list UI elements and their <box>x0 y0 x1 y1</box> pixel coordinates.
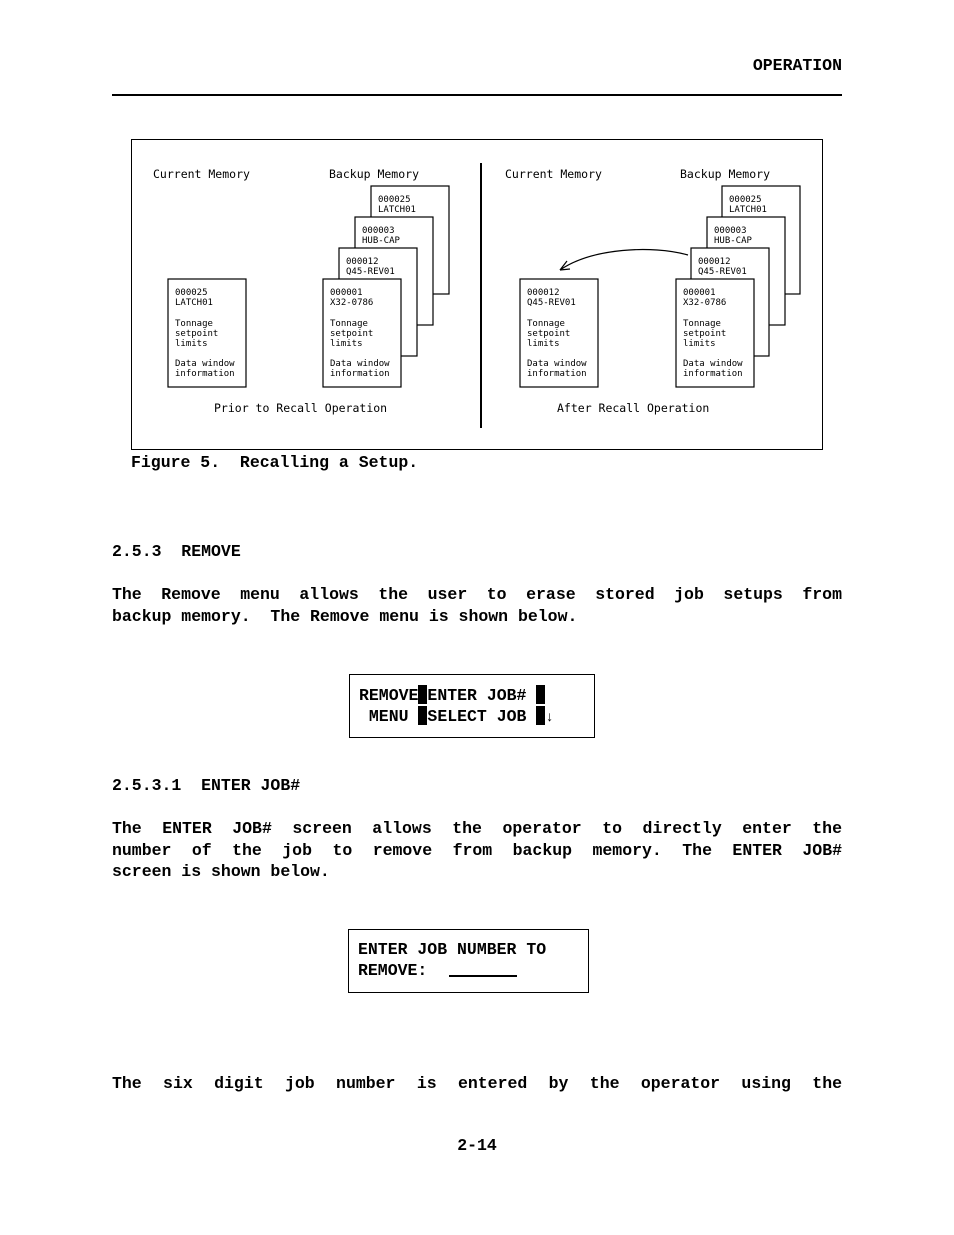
recall-arrow-icon <box>560 250 688 270</box>
svg-text:Tonnage: Tonnage <box>330 319 368 329</box>
enter-job-lcd <box>348 929 589 993</box>
after-current-card <box>520 279 598 387</box>
after-current-memory-label: Current Memory <box>505 167 602 181</box>
svg-text:000001: 000001 <box>330 288 363 298</box>
after-caption: After Recall Operation <box>557 401 710 415</box>
lcd-cursor-block <box>536 685 545 704</box>
svg-text:limits: limits <box>175 339 208 349</box>
enter-job-paragraph: The ENTER JOB# screen allows the operator to directly enter the number of the job to remove from backup memory. The ENTER JOB# screen is shown below. <box>112 819 842 881</box>
svg-text:000012: 000012 <box>698 257 731 267</box>
svg-text:Data window: Data window <box>527 359 587 369</box>
svg-text:000003: 000003 <box>362 226 395 236</box>
after-panel <box>505 167 800 415</box>
svg-text:information: information <box>527 369 587 379</box>
job-number-entry-field[interactable] <box>449 961 517 977</box>
after-backup-memory-label: Backup Memory <box>680 167 771 181</box>
svg-text:Data window: Data window <box>330 359 390 369</box>
svg-text:setpoint: setpoint <box>330 329 374 339</box>
svg-text:LATCH01: LATCH01 <box>175 298 213 308</box>
svg-text:information: information <box>330 369 390 379</box>
lcd-row-1: REMOVE ENTER JOB# <box>359 685 545 706</box>
section-heading-2-5-3: 2.5.3 REMOVE <box>112 542 241 561</box>
svg-text:LATCH01: LATCH01 <box>729 205 767 215</box>
svg-text:Q45-REV01: Q45-REV01 <box>698 267 747 277</box>
header-rule <box>112 94 842 96</box>
svg-text:000003: 000003 <box>714 226 747 236</box>
lcd-cursor-block <box>536 706 545 725</box>
prior-caption: Prior to Recall Operation <box>214 401 388 415</box>
after-backup-front-card <box>676 279 754 387</box>
svg-text:limits: limits <box>527 339 560 349</box>
lcd-row-1: ENTER JOB NUMBER TO <box>358 940 547 959</box>
lcd-row-2: MENU SELECT JOB ↓ <box>359 707 554 726</box>
svg-text:Data window: Data window <box>683 359 743 369</box>
recall-diagram <box>132 140 822 449</box>
svg-text:information: information <box>175 369 235 379</box>
svg-text:information: information <box>683 369 743 379</box>
svg-text:Tonnage: Tonnage <box>175 319 213 329</box>
svg-text:000025: 000025 <box>378 195 411 205</box>
job-number-paragraph: The six digit job number is entered by the operator using the <box>112 1074 842 1093</box>
remove-menu-paragraph: The Remove menu allows the user to erase stored job setups from backup memory. The Remove menu is shown below. <box>112 585 842 626</box>
figure-5-frame <box>131 139 823 450</box>
down-arrow-icon: ↓ <box>545 710 554 726</box>
page-number: 2-14 <box>457 1136 497 1155</box>
running-header: OPERATION <box>752 56 842 75</box>
figure-caption: Figure 5. Recalling a Setup. <box>131 453 419 472</box>
svg-text:000012: 000012 <box>346 257 379 267</box>
svg-text:000012: 000012 <box>527 288 560 298</box>
lcd-row-2: REMOVE: <box>358 961 517 981</box>
svg-text:Q45-REV01: Q45-REV01 <box>527 298 576 308</box>
svg-text:Q45-REV01: Q45-REV01 <box>346 267 395 277</box>
prior-panel <box>153 167 449 415</box>
prior-backup-memory-label: Backup Memory <box>329 167 420 181</box>
svg-text:Data window: Data window <box>175 359 235 369</box>
svg-text:Tonnage: Tonnage <box>683 319 721 329</box>
svg-text:HUB-CAP: HUB-CAP <box>714 236 752 246</box>
svg-text:000025: 000025 <box>729 195 762 205</box>
svg-text:X32-0786: X32-0786 <box>683 298 727 308</box>
section-heading-2-5-3-1: 2.5.3.1 ENTER JOB# <box>112 776 301 795</box>
remove-menu-lcd <box>349 674 595 738</box>
prior-backup-front-card <box>323 279 401 387</box>
svg-text:X32-0786: X32-0786 <box>330 298 374 308</box>
svg-text:000001: 000001 <box>683 288 716 298</box>
prior-current-memory-label: Current Memory <box>153 167 250 181</box>
svg-text:setpoint: setpoint <box>683 329 727 339</box>
svg-text:limits: limits <box>330 339 363 349</box>
svg-text:000025: 000025 <box>175 288 208 298</box>
svg-text:setpoint: setpoint <box>175 329 219 339</box>
svg-text:Tonnage: Tonnage <box>527 319 565 329</box>
svg-text:HUB-CAP: HUB-CAP <box>362 236 400 246</box>
prior-current-card <box>168 279 246 387</box>
svg-text:LATCH01: LATCH01 <box>378 205 416 215</box>
svg-text:setpoint: setpoint <box>527 329 571 339</box>
svg-text:limits: limits <box>683 339 716 349</box>
